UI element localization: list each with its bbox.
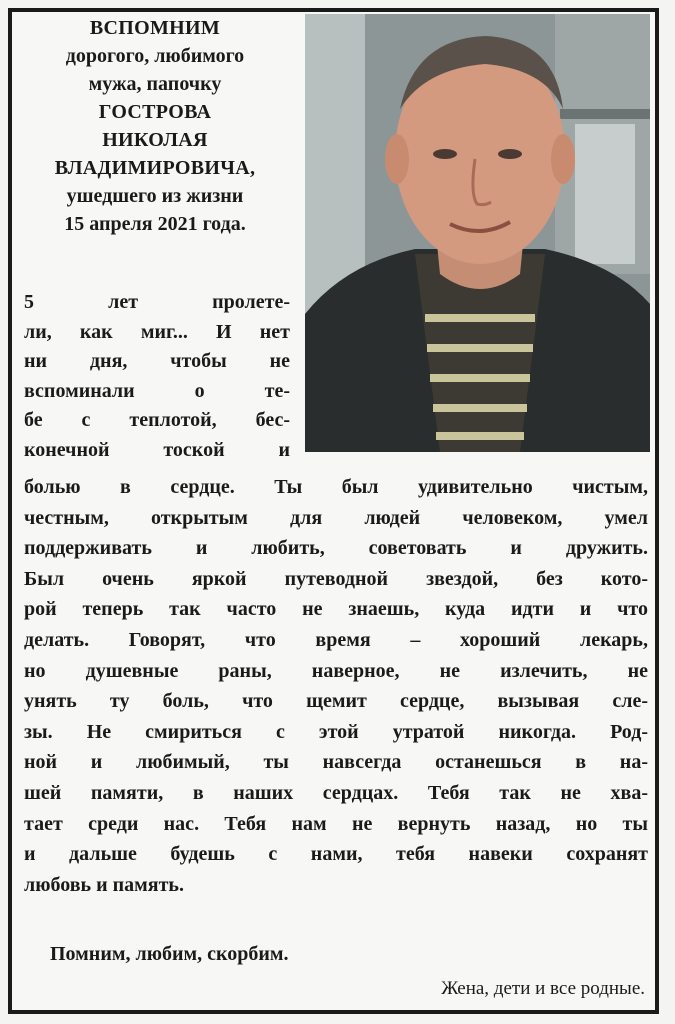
intro-line: конечной тоской и — [24, 438, 290, 461]
body-line: рой теперь так часто не знаешь, куда идти и что — [24, 598, 648, 621]
intro-line: вспоминали о те- — [24, 379, 290, 402]
closing-line: Помним, любим, скорбим. — [50, 943, 289, 965]
date-of-death: 15 апреля 2021 года. — [64, 213, 246, 235]
intro-line: ни дня, чтобы не — [24, 350, 290, 372]
intro-line: бе с теплотой, бес- — [24, 409, 290, 431]
deceased-name: НИКОЛАЯ — [102, 129, 208, 151]
portrait-illustration — [305, 14, 650, 452]
deceased-patronymic: ВЛАДИМИРОВИЧА, — [54, 157, 256, 179]
body-line: любовь и память. — [24, 873, 185, 896]
body-line: шей памяти, в наших сердцах. Тебя так не хва- — [24, 781, 648, 804]
header-line-2: дорогого, любимого — [65, 45, 245, 67]
body-line: честным, открытым для людей человеком, умел — [24, 506, 648, 529]
body-line: унять ту боль, что щемит сердце, вызывая сле- — [24, 690, 648, 713]
body-line: делать. Говорят, что время – хороший лекарь, — [24, 628, 648, 651]
portrait-photo — [305, 14, 650, 452]
header-title: ВСПОМНИМ — [89, 17, 221, 39]
intro-line: 5 лет пролете- — [24, 291, 290, 313]
body-line: Был очень яркой путеводной звездой, без кото- — [24, 567, 648, 590]
intro-line: ли, как миг... И нет — [24, 320, 290, 343]
intro-paragraph — [24, 288, 290, 465]
body-line: зы. Не смириться с этой утратой никогда. Род- — [24, 720, 648, 743]
body-paragraph — [24, 472, 648, 900]
header-line-3: мужа, папочку — [88, 73, 222, 95]
body-line: тает среди нас. Тебя нам не вернуть назад, но ты — [24, 812, 648, 835]
body-line: но душевные раны, наверное, не излечить, не — [24, 659, 648, 682]
obituary-header — [14, 14, 296, 238]
deceased-surname: ГОСТРОВА — [98, 101, 212, 123]
body-line: и дальше будешь с нами, тебя навеки сохранят — [24, 843, 648, 866]
body-line: поддерживать и любить, советовать и дружить. — [24, 537, 648, 560]
body-line: ной и любимый, ты навсегда останешься в на- — [24, 751, 648, 774]
signature: Жена, дети и все родные. — [441, 978, 645, 999]
body-line: болью в сердце. Ты был удивительно чистым, — [24, 476, 648, 498]
header-line-7: ушедшего из жизни — [66, 185, 244, 207]
